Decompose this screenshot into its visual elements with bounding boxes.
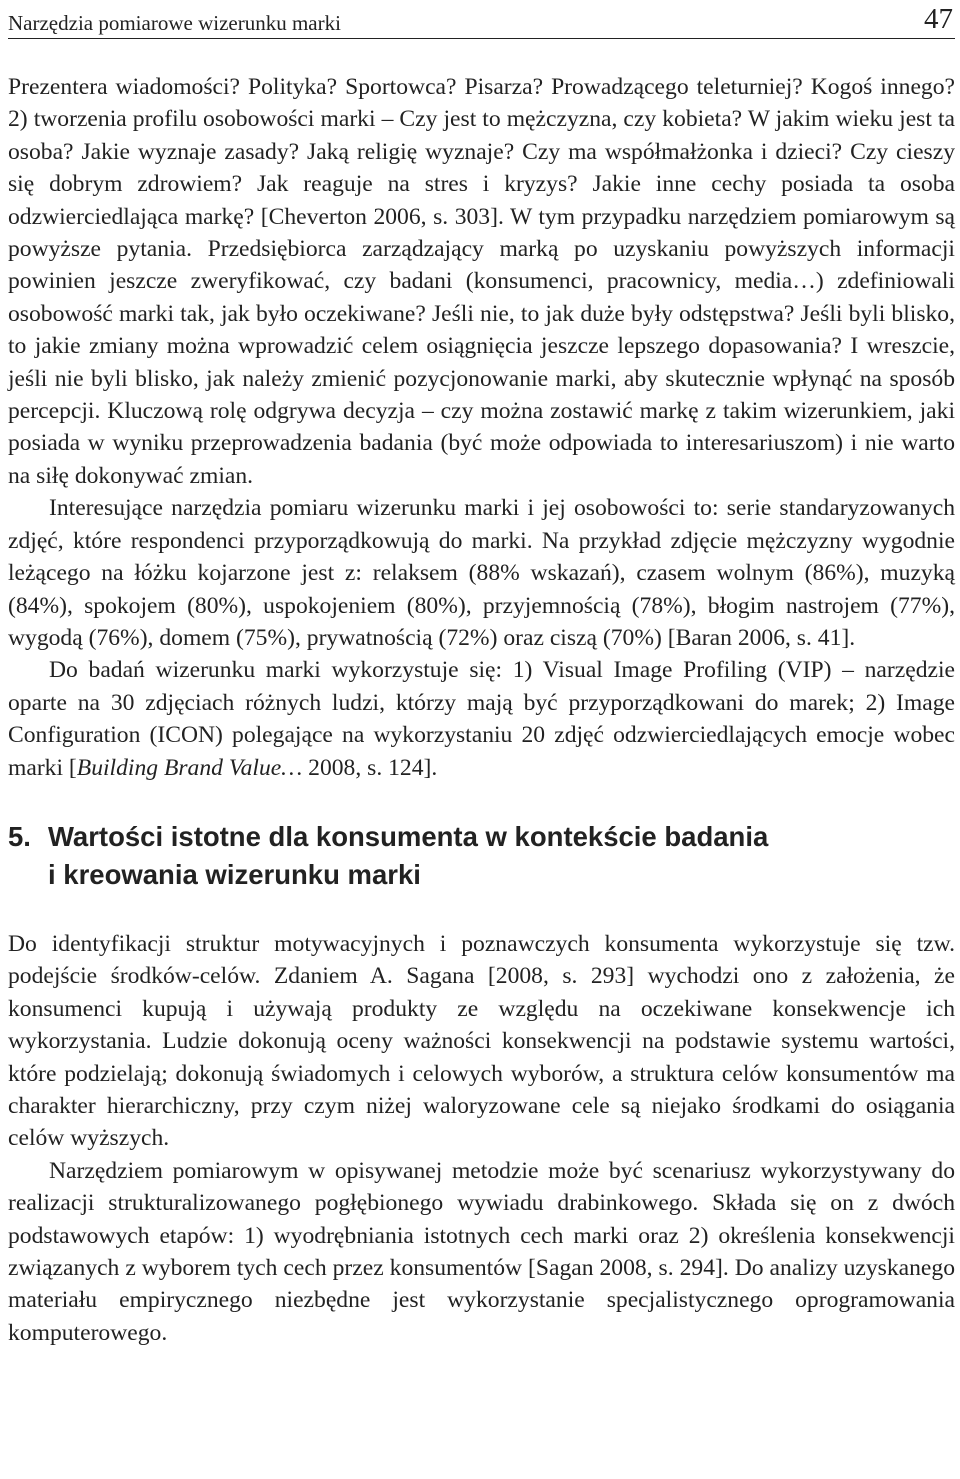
paragraph-continued: Prezentera wiadomości? Polityka? Sportowca? Pisarza? Prowadzącego teleturniej? Kogoś innego? 2) tworzenia profilu osobowości marki – Czy jest to mężczyzna, czy kobieta? W jakim wieku jest ta osoba? Jakie wyznaje zasady? Jaką religię wyznaje? Czy ma współmałżonka i dzieci? Czy cieszy się dobrym zdrowiem? Jak reaguje na stres i kryzys? Jakie inne cechy posiada ta osoba odzwierciedlająca markę? [Cheverton 2006, s. 303]. W tym przypadku narzędziem pomiarowym są powyższe pytania. Przedsiębiorca zarządzający marką po uzyskaniu powyższych informacji powinien jeszcze zweryfikować, czy badani (konsumenci, pracownicy, media…) zdefiniowali osobowość marki tak, jak było oczekiwane? Jeśli nie, to jak duże były odstępstwa? Jeśli byli blisko, to jakie zmiany można wprowadzić celem osiągnięcia jeszcze lepszego dopasowania? I wreszcie, jeśli nie byli blisko, jak należy zmienić pozycjonowanie marki, aby skutecznie wpłynąć na sposób percepcji. Kluczową rolę odgrywa decyzja – czy można zostawić markę z takim wizerunkiem, jaki posiada w wyniku przeprowadzenia badania (być może odpowiada to interesariuszom) i nie warto na siłę dokonywać zmian. xyxy=(8,74,955,489)
paragraph-means-end: Do identyfikacji struktur motywacyjnych i poznawczych konsumenta wykorzystuje się tzw. podejście środków-celów. Zdaniem A. Sagana [2008, s. 293] wychodzi ono z założenia, że konsumenci kupują i używają produkty ze względu na oczekiwane konsekwencje ich wykorzystania. Ludzie dokonują oceny ważności konsekwencji na podstawie systemu wartości, które podzielają; dokonują świadomych i celowych wyborów, a struktura celów konsumentów ma charakter hierarchiczny, przy czym niżej waloryzowane cele są niejako środkami do osiągania celów wyższych. xyxy=(8,930,955,1152)
page-number: 47 xyxy=(924,3,953,35)
section-heading xyxy=(8,818,955,894)
paragraph-vip-icon xyxy=(8,654,955,784)
paragraph-vip-icon-text-end: 2008, s. 124]. xyxy=(302,754,438,781)
section-body xyxy=(8,928,955,1349)
citation-italic-title: Building Brand Value… xyxy=(76,754,303,781)
paragraph-vip-icon-text: Do badań wizerunku marki wykorzystuje się: 1) Visual Image Profiling (VIP) – narzędzie oparte na 30 zdjęciach różnych ludzi, którzy mają być przyporządkowani do marek; 2) Image Configuration (ICON) polegające na wykorzystaniu 20 zdjęć odzwierciedlających emocje wobec marki [ xyxy=(8,657,955,781)
running-header xyxy=(8,4,955,39)
section-number: 5. xyxy=(8,820,31,852)
section-title-line1: Wartości istotne dla konsumenta w kontekście badania xyxy=(48,820,769,852)
paragraph-image-measurement-tools: Interesujące narzędzia pomiaru wizerunku marki i jej osobowości to: serie standaryzowanych zdjęć, które respondenci przyporządkowują do marki. Na przykład zdjęcie mężczyzny wygodnie leżącego na łóżku kojarzone jest z: relaksem (88% wskazań), czasem wolnym (86%), muzyką (84%), spokojem (80%), uspokojeniem (80%), przyjemnością (78%), błogim nastrojem (77%), wygodą (76%), domem (75%), prywatnością (72%) oraz ciszą (70%) [Baran 2006, s. 41]. xyxy=(8,495,955,651)
body-text xyxy=(8,71,955,784)
section-title-line2: i kreowania wizerunku marki xyxy=(48,858,421,890)
running-title: Narzędzia pomiarowe wizerunku marki xyxy=(8,11,341,35)
paragraph-laddering-interview: Narzędziem pomiarowym w opisywanej metodzie może być scenariusz wykorzystywany do realizacji strukturalizowanego pogłębionego wywiadu drabinkowego. Składa się on z dwóch podstawowych etapów: 1) wyodrębniania istotnych cech marki oraz 2) określenia konsekwencji związanych z wyborem tych cech przez konsumentów [Sagan 2008, s. 294]. Do analizy uzyskanego materiału empirycznego niezbędne jest wykorzystanie specjalistycznego oprogramowania komputerowego. xyxy=(8,1157,955,1346)
book-page xyxy=(8,0,955,1349)
